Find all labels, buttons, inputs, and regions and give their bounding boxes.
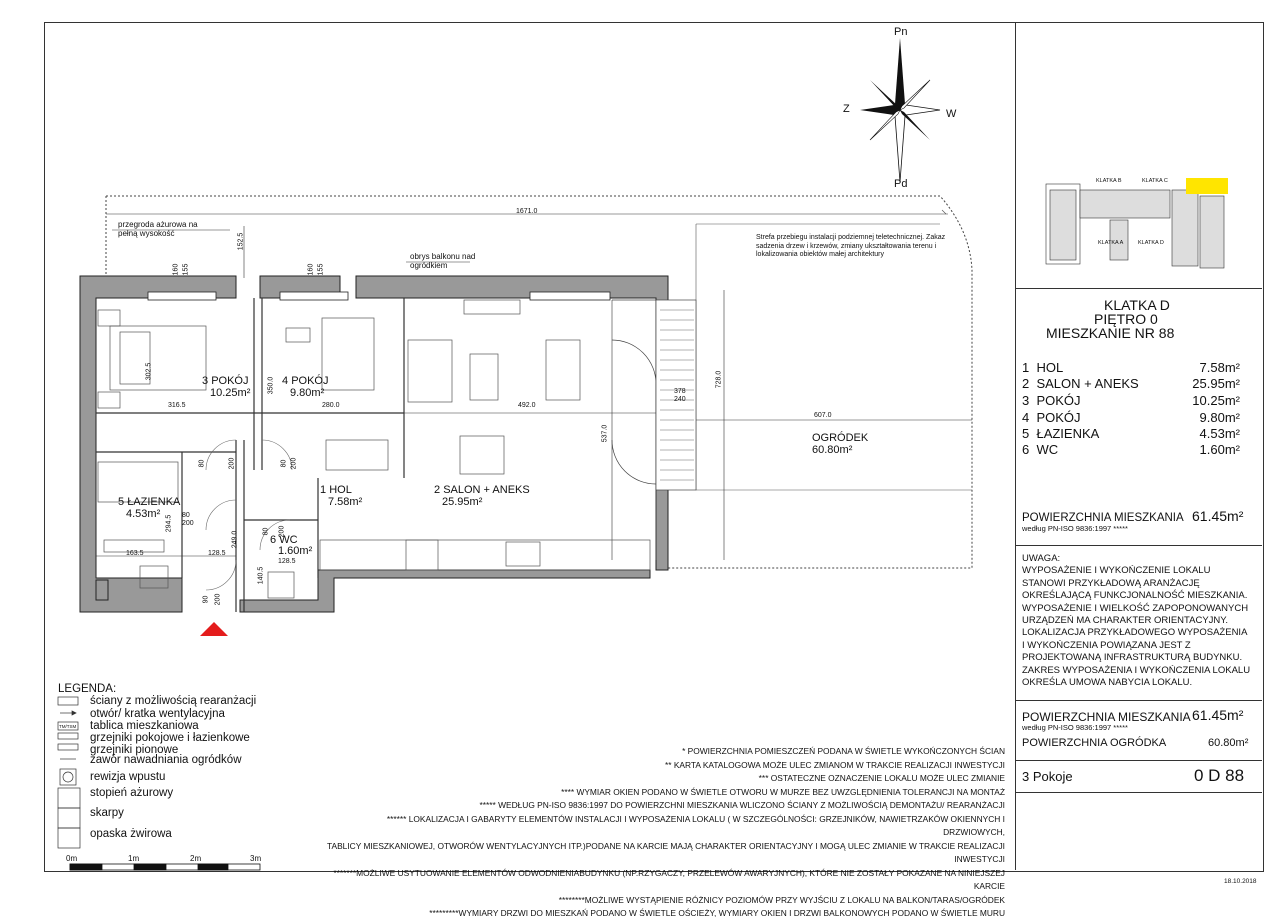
room-area-5: 4.53m² bbox=[126, 508, 161, 520]
total-area-label: POWIERZCHNIA MIESZKANIA bbox=[1022, 512, 1184, 524]
legend-item: skarpy bbox=[90, 807, 124, 819]
footnote: *********WYMIARY DRZWI DO MIESZKAŃ PODANO W ŚWIETLE OŚCIEŻY, WYMIARY OKIEN I DRZWI BALKONOWYCH PODANO W ŚWIETLE MURU bbox=[429, 908, 1005, 918]
dim-label: 200 bbox=[182, 520, 194, 527]
dim-label: 80 bbox=[198, 459, 206, 468]
footnote: ** KARTA KATALOGOWA MOŻE ULEC ZMIANOM W TRAKCIE REALIZACJI INWESTYCJI bbox=[664, 759, 1005, 770]
footnote: ********MOŻLIWE WYSTĄPIENIE RÓŻNICY POZIOMÓW PRZY WYJŚCIU Z LOKALU NA BALKON/TARAS/OGRÓDEK bbox=[558, 894, 1005, 905]
stairwell-title: KLATKA D bbox=[1104, 297, 1170, 313]
rooms-count: 3 Pokoje bbox=[1022, 769, 1073, 784]
list-item-area: 7.58m² bbox=[1199, 360, 1240, 375]
svg-text:KLATKA D: KLATKA D bbox=[1138, 240, 1164, 246]
dim-label: 537.0 bbox=[601, 424, 609, 443]
dim-label: 1671.0 bbox=[516, 208, 538, 215]
total-area-sub: według PN-ISO 9836:1997 ***** bbox=[1022, 524, 1128, 533]
footnote: *******MOŻLIWE USYTUOWANIE ELEMENTÓW ODWODNIENIABUDYNKU (NP.RZYGACZY, PRZELEWÓW AWARYJNYCH), KTÓRE NIE ZOSTAŁY POKAZANE NA NINIEJSZEJ KARCIE bbox=[333, 867, 1005, 891]
entrance-marker-icon bbox=[200, 622, 228, 636]
date-stamp: 18.10.2018 bbox=[1224, 878, 1257, 885]
dim-label: 350.0 bbox=[267, 376, 275, 395]
room-label-5: 5 ŁAZIENKA bbox=[118, 496, 181, 508]
dim-label: 200 bbox=[228, 457, 236, 470]
dim-label: 155 bbox=[182, 263, 190, 276]
summary-apartment-label: POWIERZCHNIA MIESZKANIA bbox=[1022, 710, 1191, 724]
dim-label: 728.0 bbox=[715, 370, 723, 389]
room-label-6: 6 WC bbox=[270, 534, 298, 546]
dim-label: 200 bbox=[278, 525, 286, 538]
garden-area: 60.80m² bbox=[812, 444, 853, 456]
footnote: ***** WEDŁUG PN-ISO 9836:1997 DO POWIERZCHNI MIESZKANIA WLICZONO ŚCIANY Z MOŻLIWOŚCIĄ DEMONTAŻU/ REARANŻACJI bbox=[479, 800, 1005, 810]
scale-label: 3m bbox=[250, 854, 262, 863]
list-item: 1 HOL bbox=[1022, 360, 1064, 375]
dim-label: 294.5 bbox=[165, 514, 173, 533]
list-item-area: 4.53m² bbox=[1199, 426, 1240, 441]
dim-label: 140.5 bbox=[257, 566, 265, 585]
room-area-4: 9.80m² bbox=[290, 387, 325, 399]
summary-garden-value: 60.80m² bbox=[1208, 737, 1249, 749]
compass-east-label: W bbox=[946, 108, 957, 120]
dim-label: 160 bbox=[172, 263, 180, 276]
summary-garden-label: POWIERZCHNIA OGRÓDKA bbox=[1022, 737, 1167, 749]
dim-label: 160 bbox=[307, 263, 315, 276]
legend-item: stopień ażurowy bbox=[90, 787, 174, 799]
room-label-1: 1 HOL bbox=[320, 484, 352, 496]
installation-zone-note: Strefa przebiegu instalacji podziemnej teletechnicznej. Zakaz sadzenia drzew i krzewów, zmiany ukształtowania terenu i lokalizowania obiektów małej architektury bbox=[756, 234, 946, 258]
list-item: 4 POKÓJ bbox=[1022, 410, 1081, 425]
apartment-title: MIESZKANIE NR 88 bbox=[1046, 325, 1175, 341]
dim-label: 302.5 bbox=[145, 362, 153, 381]
list-item-area: 1.60m² bbox=[1199, 442, 1240, 457]
room-area-3: 10.25m² bbox=[210, 387, 251, 399]
dim-label: 200 bbox=[214, 593, 222, 606]
legend-item: rewizja wpustu bbox=[90, 771, 166, 783]
dim-label: 155 bbox=[317, 263, 325, 276]
svg-text:KLATKA A: KLATKA A bbox=[1098, 240, 1124, 246]
dim-label: 607.0 bbox=[814, 412, 832, 419]
footnote: *** OSTATECZNE OZNACZENIE LOKALU MOŻE ULEC ZMIANIE bbox=[758, 773, 1005, 783]
notes-block bbox=[1022, 553, 1252, 689]
list-item-area: 10.25m² bbox=[1192, 393, 1240, 408]
keyplan-icon bbox=[1046, 178, 1228, 268]
list-item: 5 ŁAZIENKA bbox=[1022, 426, 1100, 441]
apartment-code: 0 D 88 bbox=[1194, 766, 1245, 785]
dim-label: 249.0 bbox=[231, 530, 239, 549]
legend-item: grzejniki pionowe bbox=[90, 744, 179, 756]
footnote: **** WYMIAR OKIEN PODANO W ŚWIETLE OTWORU W MURZE BEZ UWZGLĘDNIENIA TOLERANCJI NA MONTAŻ bbox=[561, 786, 1005, 797]
dim-label: 80 bbox=[262, 527, 270, 536]
room-area-6: 1.60m² bbox=[278, 545, 313, 557]
summary-apartment-sub: według PN-ISO 9836:1997 ***** bbox=[1022, 723, 1128, 732]
room-label-2: 2 SALON + ANEKS bbox=[434, 484, 530, 496]
garden-name: OGRÓDEK bbox=[812, 432, 869, 444]
dim-label: 128.5 bbox=[208, 550, 226, 557]
dim-label: 128.5 bbox=[278, 558, 296, 565]
dim-label: 152.5 bbox=[237, 232, 245, 251]
list-item: 6 WC bbox=[1022, 442, 1059, 457]
list-item: 2 SALON + ANEKS bbox=[1022, 376, 1139, 391]
dim-label: 240 bbox=[674, 396, 686, 403]
dim-label: 200 bbox=[290, 457, 298, 470]
dim-label: 492.0 bbox=[518, 402, 536, 409]
legend-item: otwór/ kratka wentylacyjna bbox=[90, 708, 225, 720]
legend-item: grzejniki pokojowe i łazienkowe bbox=[90, 732, 250, 744]
summary-apartment-value: 61.45m² bbox=[1192, 707, 1244, 723]
footnote: ****** LOKALIZACJA I GABARYTY ELEMENTÓW INSTALACJI I WYPOSAŻENIA LOKALU ( W SZCZEGÓLNOŚCI: GRZEJNIKÓW, NAWIETRZAKÓW OKIENNYCH I DRZWIOWYCH, bbox=[386, 813, 1005, 837]
dim-label: 80 bbox=[182, 512, 190, 519]
svg-text:KLATKA C: KLATKA C bbox=[1142, 178, 1168, 184]
list-item-area: 9.80m² bbox=[1199, 410, 1240, 425]
legend-item: ściany z możliwością rearanżacji bbox=[90, 695, 257, 707]
dim-label: 163.5 bbox=[126, 550, 144, 557]
partition-note: przegroda ażurowa na pełną wysokość bbox=[118, 220, 198, 238]
legend-item: opaska żwirowa bbox=[90, 828, 172, 840]
list-item: 3 POKÓJ bbox=[1022, 393, 1081, 408]
legend-item: zawór nawadniania ogródków bbox=[90, 754, 242, 766]
svg-text:KLATKA B: KLATKA B bbox=[1096, 178, 1122, 184]
list-item-area: 25.95m² bbox=[1192, 376, 1240, 391]
compass-rose-icon bbox=[860, 38, 940, 182]
dim-label: 316.5 bbox=[168, 402, 186, 409]
dim-label: 80 bbox=[280, 459, 288, 468]
footnote: TABLICY MIESZKANIOWEJ, OTWORÓW WENTYLACYJNYCH ITP.)PODANE NA KARCIE MAJĄ CHARAKTER ORIENTACYJNY I MOGĄ ULEC ZMIANIE W TRAKCIE REALIZACJI INWESTYCJI bbox=[327, 840, 1005, 864]
compass-north-label: Pn bbox=[894, 26, 908, 38]
room-area-1: 7.58m² bbox=[328, 496, 363, 508]
balcony-note: obrys balkonu nad ogródkiem bbox=[410, 252, 476, 270]
scale-label: 2m bbox=[190, 854, 202, 863]
footnote: * POWIERZCHNIA POMIESZCZEŃ PODANA W ŚWIETLE WYKOŃCZONYCH ŚCIAN bbox=[682, 746, 1005, 756]
dim-label: 378 bbox=[674, 388, 686, 395]
dim-label: 280.0 bbox=[322, 402, 340, 409]
room-label-3: 3 POKÓJ bbox=[202, 375, 249, 387]
footnotes bbox=[325, 745, 1005, 921]
notes-text: WYPOSAŻENIE I WYKOŃCZENIE LOKALU STANOWI PRZYKŁADOWĄ ARANŻACJĘ OKREŚLAJĄCĄ FUNKCJONALNOŚĆ MIESZKANIA. WYPOSAŻENIE I WIELKOŚĆ ZAPOPONOWANYCH URZĄDZEŃ MA CHARAKTER ORIENTACYJNY. LOKALIZACJA PRZYKŁADOWEGO WYPOSAŻENIA I WYKOŃCZENIA POWIĄZANA JEST Z PROJEKTOWANĄ INFRASTRUKTURĄ BUDYNKU. ZAKRES WYPOSAŻENIA I WYKOŃCZENIA LOKALU OKREŚLA UMOWA NABYCIA LOKALU. bbox=[1022, 565, 1251, 689]
room-area-2: 25.95m² bbox=[442, 496, 483, 508]
scale-label: 0m bbox=[66, 854, 78, 863]
compass-south-label: Pd bbox=[894, 178, 908, 190]
legend-tablica-code: TM/TSM bbox=[59, 724, 77, 729]
legend-item: tablica mieszkaniowa bbox=[90, 720, 199, 732]
floor-title: PIĘTRO 0 bbox=[1094, 311, 1158, 327]
total-area-value: 61.45m² bbox=[1192, 508, 1244, 524]
compass-west-label: Z bbox=[843, 103, 850, 115]
legend-title: LEGENDA: bbox=[58, 683, 117, 695]
notes-title: UWAGA: bbox=[1022, 553, 1061, 564]
scale-label: 1m bbox=[128, 854, 140, 863]
room-label-4: 4 POKÓJ bbox=[282, 375, 329, 387]
dim-label: 90 bbox=[202, 595, 210, 604]
